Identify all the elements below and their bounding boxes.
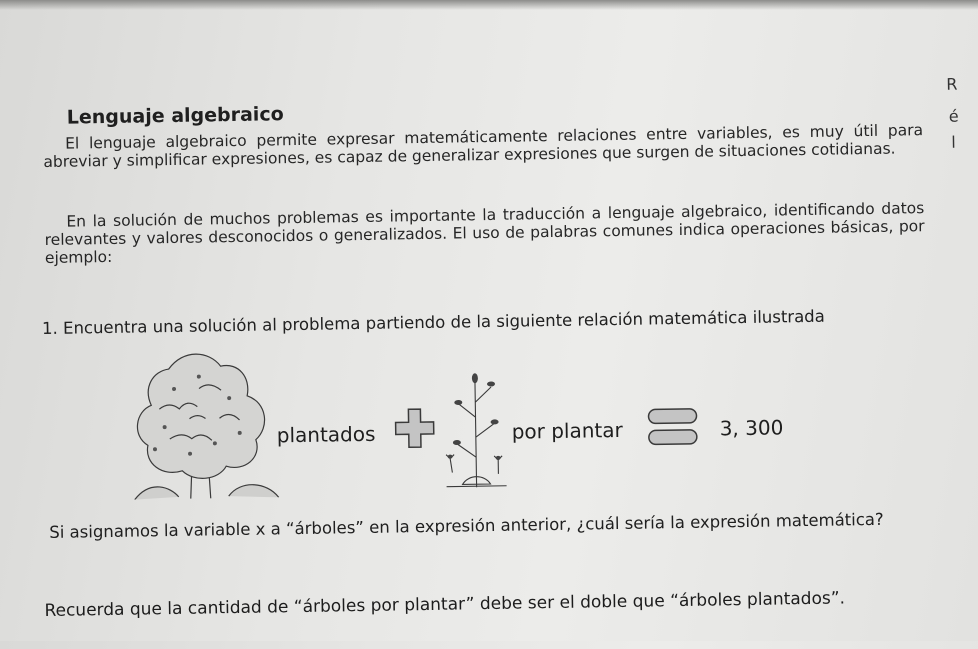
paragraph-definition: El lenguaje algebraico permite expresar matemáticamente relaciones entre variables, es muy útil para abreviar y simplificar expresiones, es capaz de generalizar expresiones que surgen de situaciones cotidianas. <box>43 121 924 171</box>
label-plantados: plantados <box>276 421 376 448</box>
paragraph-translation: En la solución de muchos problemas es importante la traducción a lenguaje algebraico, identificando datos relevantes y valores desconocidos o generalizados. El uso de palabras comunes indica operaciones básicas, por ejemplo: <box>44 199 925 267</box>
equation-result: 3, 300 <box>719 415 784 441</box>
edge-letter-1: R <box>946 74 958 94</box>
question-text: Si asignamos la variable x a “árboles” en la expresión anterior, ¿cuál sería la expresión matemática? <box>49 509 884 542</box>
edge-letter-2: é <box>948 106 959 126</box>
plus-icon <box>393 407 436 450</box>
problem-statement: 1. Encuentra una solución al problema partiendo de la siguiente relación matemática ilustrada <box>41 306 825 339</box>
label-por-plantar: por plantar <box>511 417 623 444</box>
equals-icon <box>645 405 700 450</box>
reminder-text: Recuerda que la cantidad de “árboles por plantar” debe ser el doble que “árboles plantados”. <box>44 588 846 622</box>
edge-letter-3: l <box>951 132 956 152</box>
section-title: Lenguaje algebraico <box>66 103 284 129</box>
mature-tree-icon <box>128 347 280 499</box>
sapling-icon <box>441 362 511 493</box>
